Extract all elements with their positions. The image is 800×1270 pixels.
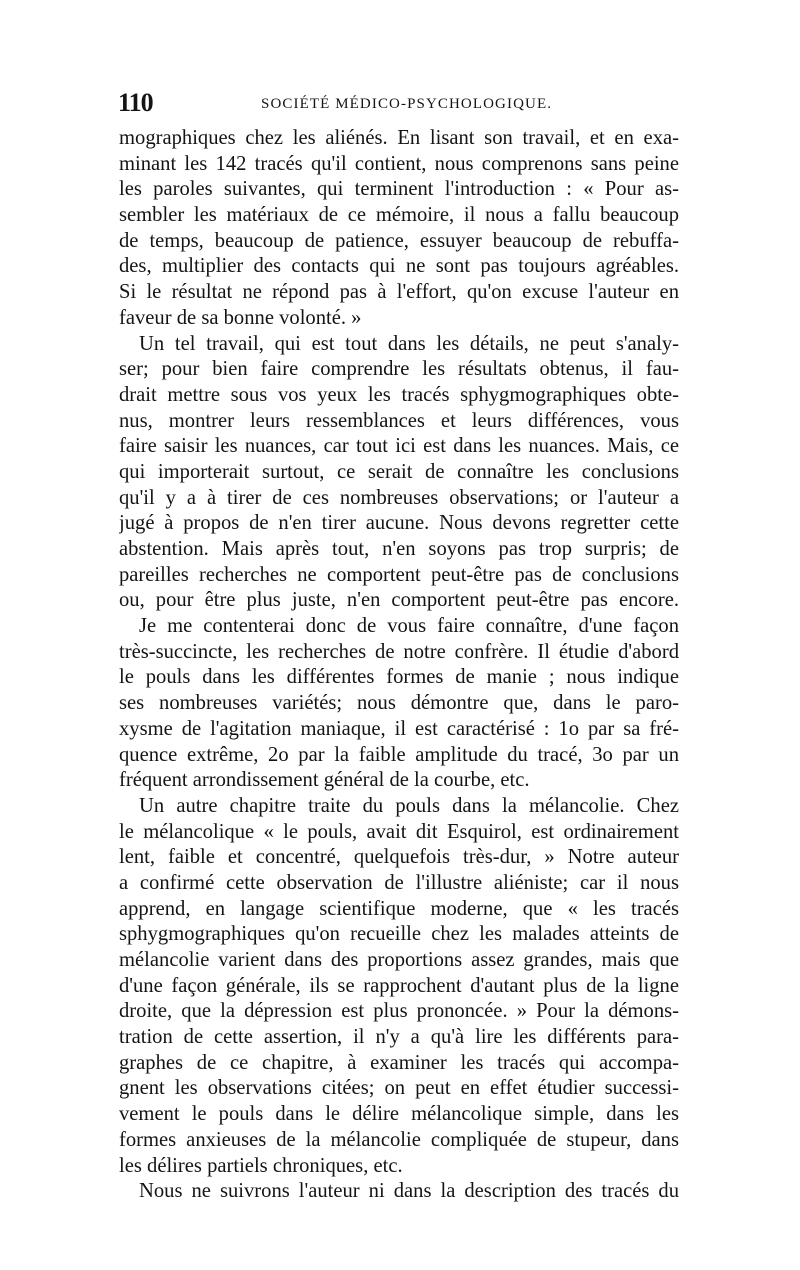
text-line: Si le résultat ne répond pas à l'effort, qu'on excuse l'auteur en: [119, 281, 679, 304]
text-line: qui importerait surtout, ce serait de connaître les conclusions: [119, 460, 679, 483]
text-line: tration de cette assertion, il n'y a qu'à lire les différents para-: [119, 1026, 679, 1049]
text-line: abstention. Mais après tout, n'en soyons pas trop surpris; de: [119, 538, 679, 560]
text-line: le mélancolique « le pouls, avait dit Esquirol, est ordinairement: [119, 820, 679, 843]
text-line: mélancolie varient dans des proportions assez grandes, mais que: [119, 949, 679, 971]
text-line: drait mettre sous vos yeux les tracés sphygmographiques obte-: [119, 383, 679, 406]
text-line: graphes de ce chapitre, à examiner les tracés qui accompa-: [119, 1051, 679, 1074]
text-line: d'une façon générale, ils se rapprochent d'autant plus de la ligne: [119, 974, 679, 997]
text-line: le pouls dans les différentes formes de manie ; nous indique: [119, 666, 679, 689]
text-line: ou, pour être plus juste, n'en comportent peut-être pas encore.: [119, 589, 679, 612]
text-line: lent, faible et concentré, quelquefois très-dur, » Notre auteur: [119, 846, 679, 869]
text-line: xysme de l'agitation maniaque, il est caractérisé : 1o par sa fré-: [119, 717, 679, 740]
text-line: les paroles suivantes, qui terminent l'introduction : « Pour as-: [119, 178, 679, 201]
text-line: faire saisir les nuances, car tout ici est dans les nuances. Mais, ce: [119, 435, 679, 458]
running-head: SOCIÉTÉ MÉDICO-PSYCHOLOGIQUE.: [261, 96, 553, 112]
text-line: apprend, en langage scientifique moderne, que « les tracés: [119, 897, 679, 920]
text-line: les délires partiels chroniques, etc.: [119, 1154, 403, 1177]
text-line: fréquent arrondissement général de la courbe, etc.: [119, 769, 530, 792]
text-line: jugé à propos de n'en tirer aucune. Nous devons regretter cette: [119, 512, 679, 535]
text-line: Nous ne suivrons l'auteur ni dans la description des tracés du: [139, 1180, 679, 1203]
text-line: ser; pour bien faire comprendre les résultats obtenus, il fau-: [119, 358, 679, 381]
text-line: ses nombreuses variétés; nous démontre que, dans le paro-: [119, 692, 679, 715]
text-line: qu'il y a à tirer de ces nombreuses observations; or l'auteur a: [119, 486, 679, 509]
text-line: Je me contenterai donc de vous faire connaître, d'une façon: [139, 615, 679, 638]
text-line: très-succincte, les recherches de notre confrère. Il étudie d'abord: [119, 640, 679, 663]
text-line: pareilles recherches ne comportent peut-être pas de conclusions: [119, 563, 679, 586]
text-line: des, multiplier des contacts qui ne sont pas toujours agréables.: [119, 255, 679, 278]
page-header: [118, 88, 680, 118]
text-line: Un autre chapitre traite du pouls dans la mélancolie. Chez: [139, 794, 679, 817]
text-line: faveur de sa bonne volonté. »: [119, 306, 362, 329]
text-line: formes anxieuses de la mélancolie compliquée de stupeur, dans: [119, 1128, 679, 1151]
text-line: sphygmographiques qu'on recueille chez les malades atteints de: [119, 923, 679, 946]
text-line: quence extrême, 2o par la faible amplitude du tracé, 3o par un: [119, 743, 679, 766]
text-line: mographiques chez les aliénés. En lisant son travail, et en exa-: [119, 127, 679, 149]
text-line: a confirmé cette observation de l'illustre aliéniste; car il nous: [119, 871, 679, 894]
text-line: gnent les observations citées; on peut en effet étudier successi-: [119, 1077, 679, 1100]
text-line: minant les 142 tracés qu'il contient, nous comprenons sans peine: [119, 152, 679, 175]
text-line: droite, que la dépression est plus prononcée. » Pour la démons-: [119, 1000, 679, 1023]
text-line: vement le pouls dans le délire mélancolique simple, dans les: [119, 1103, 679, 1126]
text-line: Un tel travail, qui est tout dans les détails, ne peut s'analy-: [139, 332, 679, 355]
text-line: de temps, beaucoup de patience, essuyer beaucoup de rebuffa-: [119, 229, 679, 252]
body-text: [119, 126, 679, 1205]
text-line: nus, montrer leurs ressemblances et leurs différences, vous: [119, 409, 679, 432]
page-number: 110: [118, 88, 153, 117]
text-line: sembler les matériaux de ce mémoire, il nous a fallu beaucoup: [119, 204, 679, 227]
